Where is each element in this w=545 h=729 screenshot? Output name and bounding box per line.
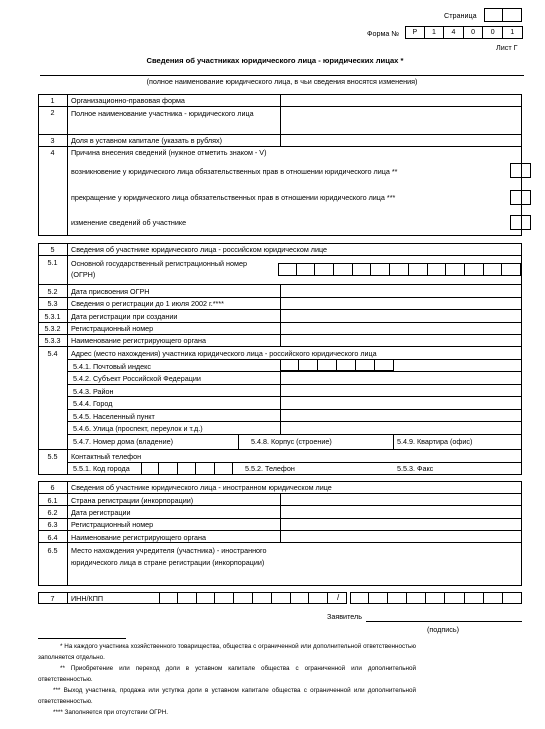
sheet-label: Лист Г [496, 43, 518, 52]
postal-code-boxes[interactable] [280, 359, 394, 371]
inn-kpp-label: ИНН/КПП [71, 594, 104, 603]
share-field[interactable] [282, 135, 520, 145]
street-label: 5.4.6. Улица (проспект, переулок и т.д.) [73, 424, 203, 433]
postal-code-label: 5.4.1. Почтовый индекс [73, 362, 151, 371]
foreign-address-label: Место нахождения учредителя (участника) - иностранного юридического лица в стране регистрации (инкорпорации) [71, 546, 267, 567]
fax-label: 5.5.3. Факс [397, 464, 434, 473]
foreign-reg-number-field[interactable] [282, 519, 520, 529]
form-title: Сведения об участниках юридического лица - юридических лицах * [146, 56, 404, 65]
signature-caption: (подпись) [427, 625, 459, 634]
country-field[interactable] [282, 494, 520, 504]
address-title: Адрес (место нахождения) участника юридического лица - российского юридического лица [71, 349, 377, 358]
footnote-1: * На каждого участника хозяйственного товарищества, общества с ограниченной или дополнительной ответственностью заполняется отдельно. [38, 643, 416, 661]
house-label: 5.4.7. Номер дома (владение) [73, 437, 174, 446]
form-number-boxes: Р 1 4 0 0 1 [405, 26, 523, 39]
city-field[interactable] [282, 397, 520, 408]
region-label: 5.4.2. Субъект Российской Федерации [73, 374, 201, 383]
city-label: 5.4.4. Город [73, 399, 113, 408]
page-number-boxes[interactable] [484, 8, 522, 22]
reg-number-label: Регистрационный номер [71, 324, 154, 333]
street-field[interactable] [282, 422, 520, 433]
reg-authority-label: Наименование регистрирующего органа [71, 336, 206, 345]
registration-before-2002-label: Сведения о регистрации до 1 июля 2002 г.**** [71, 299, 224, 308]
inn-boxes[interactable] [159, 592, 347, 604]
page-label: Страница [444, 11, 477, 20]
district-field[interactable] [282, 385, 520, 395]
reason-terminate-checkbox[interactable] [510, 190, 531, 205]
section-6-title: Сведения об участнике юридического лица - иностранном юридическом лице [71, 483, 332, 492]
form-subtitle: (полное наименование юридического лица, в чьи сведения вносятся изменения) [146, 77, 418, 86]
region-field[interactable] [282, 372, 520, 383]
form-label: Форма № [367, 29, 400, 38]
phone-title: Контактный телефон [71, 452, 142, 461]
fax-field[interactable] [440, 463, 520, 474]
city-code-label: 5.5.1. Код города [73, 464, 130, 473]
settlement-label: 5.4.5. Населенный пункт [73, 412, 155, 421]
foreign-reg-date-field[interactable] [282, 506, 520, 517]
reason-label: Причина внесения сведений (нужное отметить знаком - V) [71, 148, 267, 157]
creation-date-label: Дата регистрации при создании [71, 312, 178, 321]
signature-line[interactable] [366, 621, 522, 622]
footnote-2: ** Приобретение или переход доли в уставном капитале общества с ограниченной или дополнительной ответственностью. [38, 665, 416, 683]
share-label: Доля в уставном капитале (указать в рублях) [71, 136, 222, 145]
org-form-label: Организационно-правовая форма [71, 96, 185, 105]
kpp-boxes[interactable] [350, 592, 522, 604]
phone-field[interactable] [300, 463, 390, 474]
reason-acquire-checkbox[interactable] [510, 163, 531, 178]
footnote-separator [38, 638, 126, 639]
reason-change-label: изменение сведений об участнике [71, 218, 187, 227]
city-code-boxes[interactable] [141, 462, 233, 475]
reason-terminate-label: прекращение у юридического лица обязательственных прав в отношении юридического лица *** [71, 193, 396, 202]
korpus-label: 5.4.8. Корпус (строение) [251, 437, 332, 446]
settlement-field[interactable] [282, 410, 520, 420]
reason-change-checkbox[interactable] [510, 215, 531, 230]
phone-label: 5.5.2. Телефон [245, 464, 295, 473]
applicant-label: Заявитель [327, 612, 362, 621]
full-name-field[interactable] [282, 107, 520, 133]
org-name-line[interactable] [40, 75, 524, 76]
ogrn-date-label: Дата присвоения ОГРН [71, 287, 150, 296]
footnote-4: **** Заполняется при отсутствии ОГРН. [53, 709, 169, 716]
district-label: 5.4.3. Район [73, 387, 114, 396]
foreign-reg-date-label: Дата регистрации [71, 508, 131, 517]
country-label: Страна регистрации (инкорпорации) [71, 496, 194, 505]
full-name-label: Полное наименование участника - юридического лица [71, 109, 254, 118]
foreign-authority-label: Наименование регистрирующего органа [71, 533, 206, 542]
reason-acquire-label: возникновение у юридического лица обязательственных прав в отношении юридического лица ** [71, 167, 398, 176]
ogrn-boxes[interactable] [278, 263, 521, 276]
foreign-reg-number-label: Регистрационный номер [71, 520, 154, 529]
inn-kpp-slash: / [337, 593, 340, 602]
org-form-field[interactable] [282, 95, 520, 105]
kvartira-label: 5.4.9. Квартира (офис) [397, 437, 473, 446]
ogrn-label: Основной государственный регистрационный номер (ОГРН) [71, 259, 247, 279]
footnote-3: *** Выход участника, продажа или уступка доли в уставном капитале общества с ограниченной или дополнительной ответственностью. [38, 687, 416, 705]
foreign-authority-field[interactable] [282, 531, 520, 541]
section-5-title: Сведения об участнике юридического лица - российском юридическом лице [71, 245, 328, 254]
foreign-address-field[interactable] [282, 543, 520, 585]
